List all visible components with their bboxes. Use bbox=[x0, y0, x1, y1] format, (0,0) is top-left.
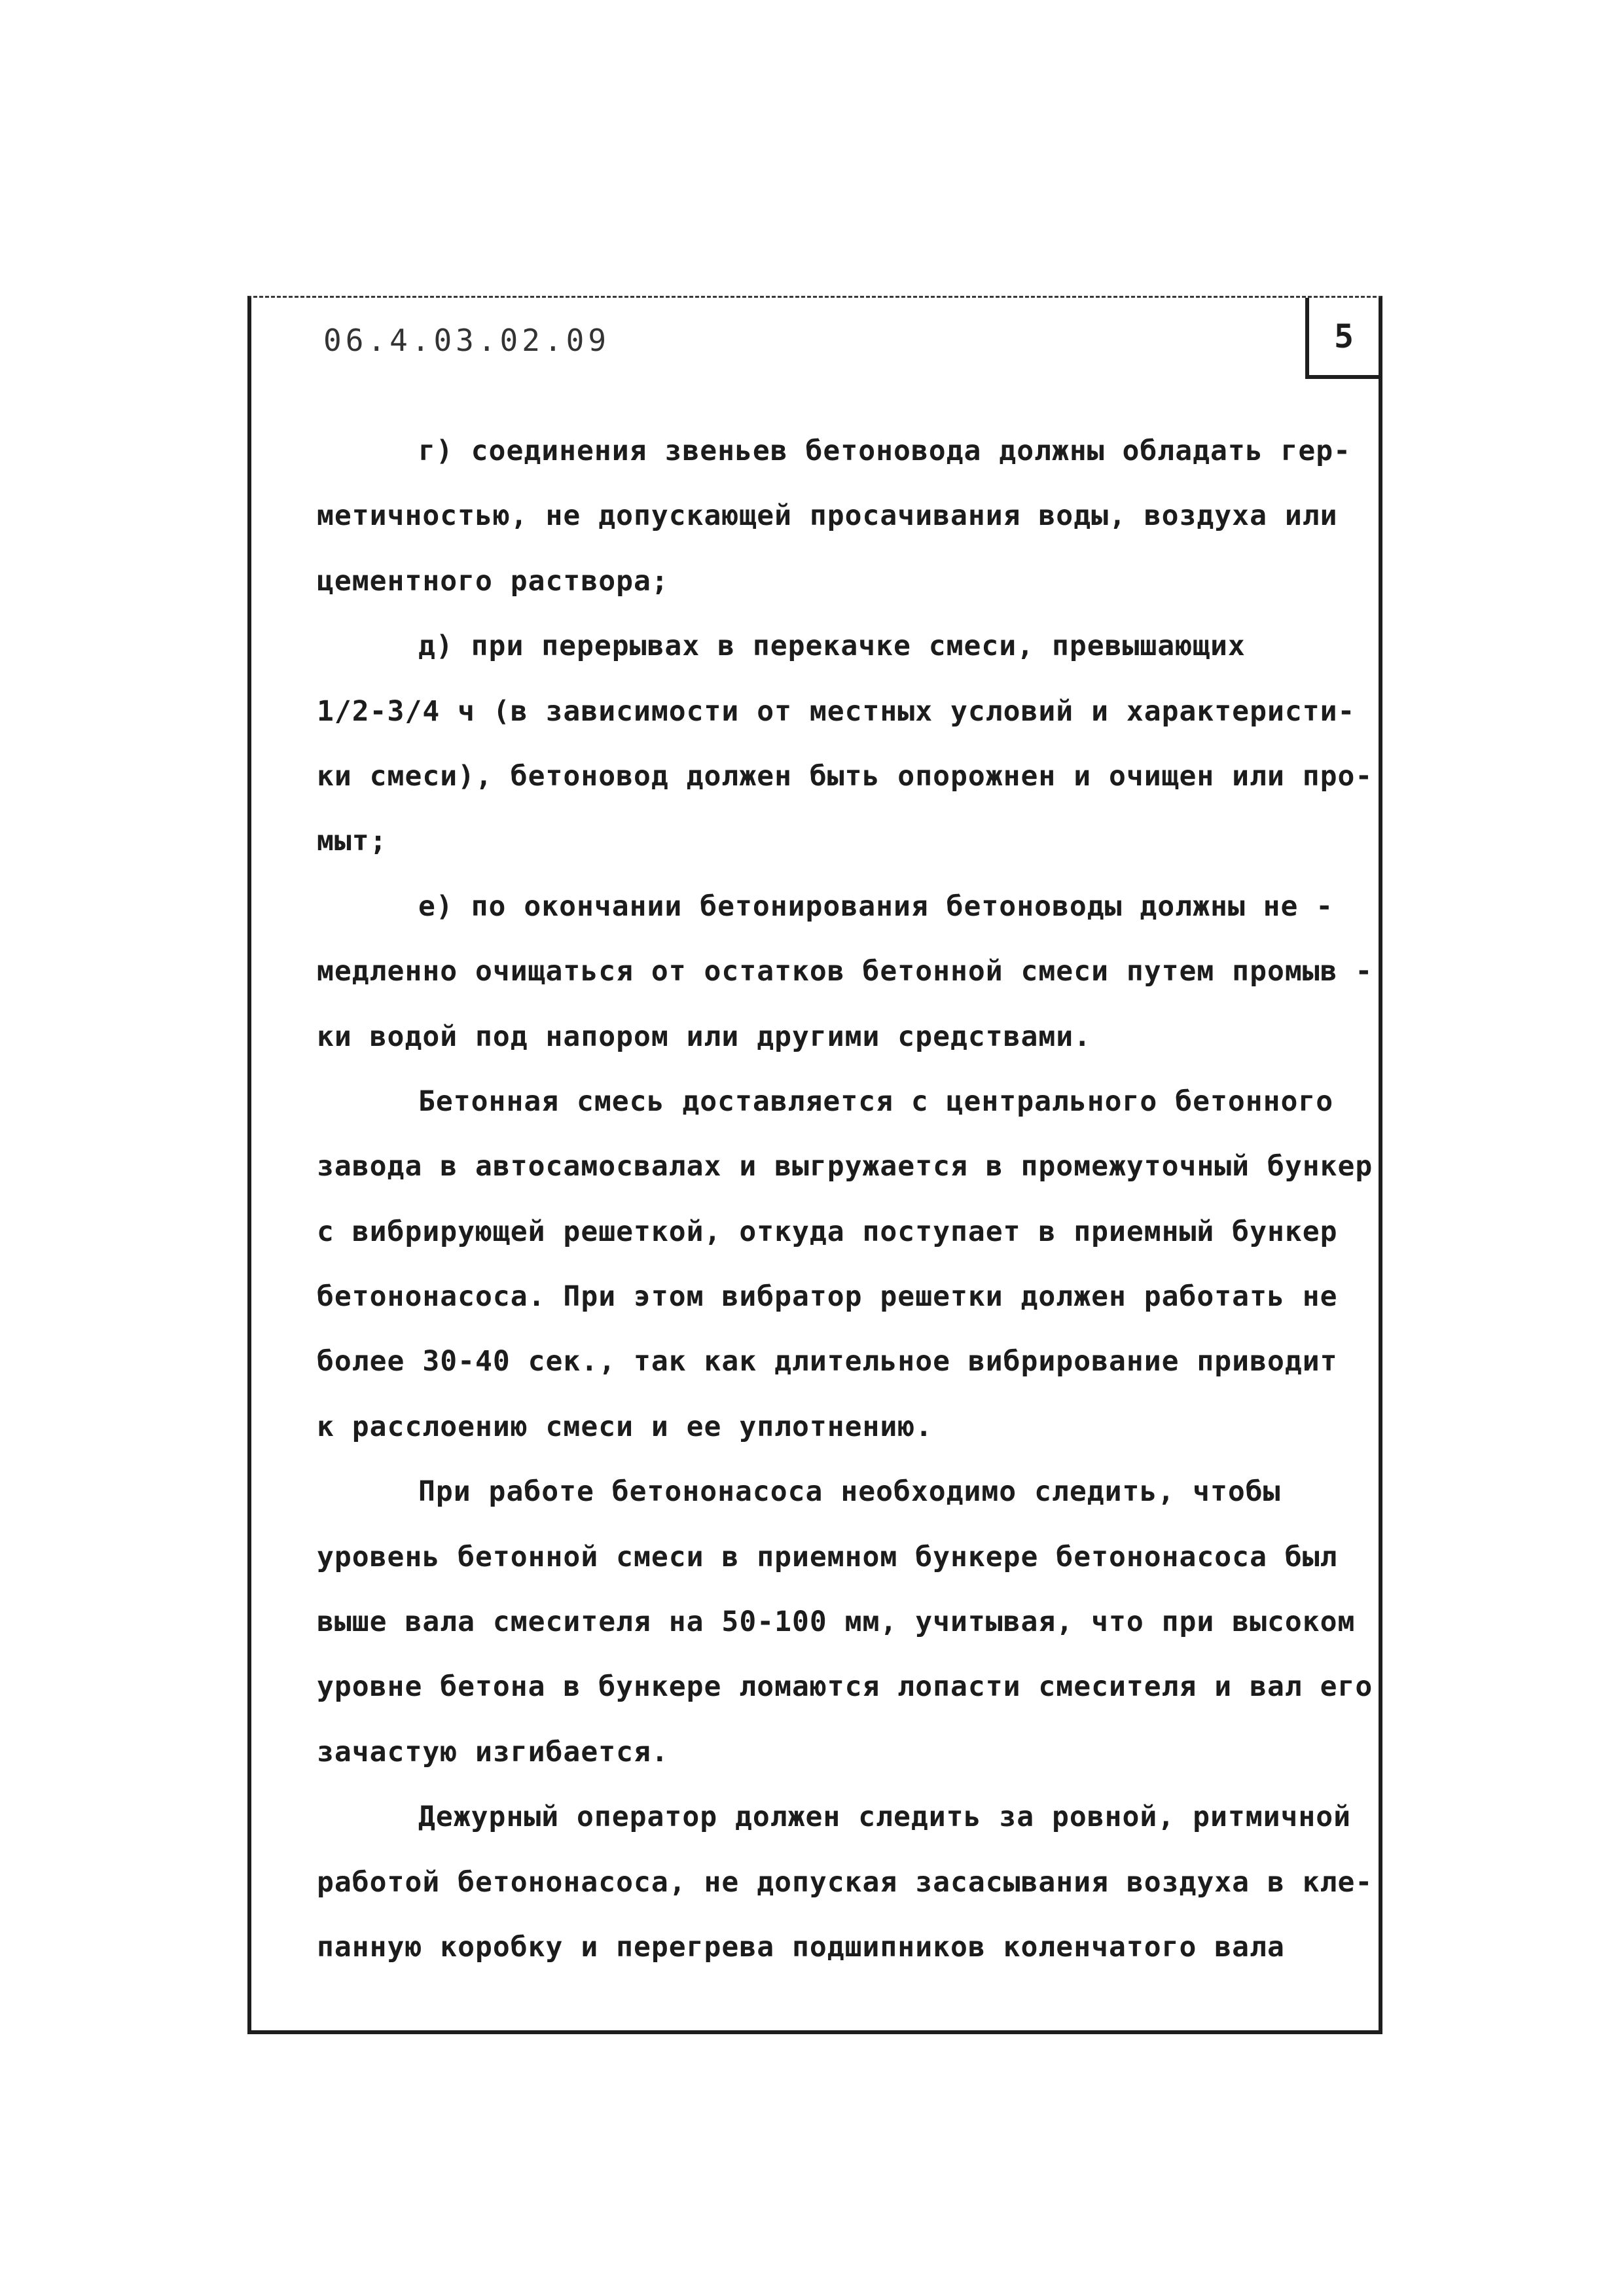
text-line: к расслоению смеси и ее уплотнению. bbox=[317, 1410, 933, 1443]
text-line: выше вала смесителя на 50-100 мм, учитывая, что при высоком bbox=[317, 1605, 1356, 1639]
text-line: зачастую изгибается. bbox=[317, 1735, 669, 1768]
text-line: более 30-40 сек., так как длительное вибрирование приводит bbox=[317, 1345, 1338, 1378]
text-line: Бетонная смесь доставляется с центрального бетонного bbox=[418, 1085, 1334, 1118]
page-number: 5 bbox=[1333, 317, 1354, 355]
page-frame bbox=[247, 296, 1382, 2034]
text-line: Дежурный оператор должен следить за ровной, ритмичной bbox=[418, 1801, 1352, 1834]
text-line: уровень бетонной смеси в приемном бункере бетононасоса был bbox=[317, 1540, 1338, 1573]
text-line: ки водой под напором или другими средствами. bbox=[317, 1020, 1092, 1053]
text-line: уровне бетона в бункере ломаются лопасти смесителя и вал его bbox=[317, 1670, 1373, 1704]
text-line: цементного раствора; bbox=[317, 564, 669, 598]
text-line: с вибрирующей решеткой, откуда поступает в приемный бункер bbox=[317, 1215, 1338, 1248]
text-line: ки смеси), бетоновод должен быть опорожнен и очищен или про- bbox=[317, 759, 1373, 793]
document-code: 06.4.03.02.09 bbox=[323, 323, 611, 358]
text-line: г) соединения звеньев бетоновода должны обладать гер- bbox=[418, 435, 1352, 467]
text-line: медленно очищаться от остатков бетонной смеси путем промыв - bbox=[317, 955, 1373, 988]
text-line: панную коробку и перегрева подшипников коленчатого вала bbox=[317, 1930, 1285, 1964]
page-number-box bbox=[1305, 298, 1382, 379]
body-text bbox=[317, 419, 1373, 1980]
text-line: работой бетононасоса, не допуская засасывания воздуха в кле- bbox=[317, 1865, 1373, 1899]
text-line: метичностью, не допускающей просачивания воды, воздуха или bbox=[317, 499, 1338, 533]
text-line: е) по окончании бетонирования бетоноводы должны не - bbox=[418, 889, 1334, 923]
text-line: бетононасоса. При этом вибратор решетки должен работать не bbox=[317, 1280, 1338, 1314]
text-line: При работе бетононасоса необходимо следить, чтобы bbox=[418, 1475, 1281, 1509]
text-line: 1/2-3/4 ч (в зависимости от местных условий и характеристи- bbox=[317, 694, 1356, 728]
text-line: д) при перерывах в перекачке смеси, превышающих bbox=[418, 630, 1246, 663]
text-line: мыт; bbox=[317, 825, 388, 858]
text-line: завода в автосамосвалах и выгружается в промежуточный бункер bbox=[317, 1150, 1373, 1183]
